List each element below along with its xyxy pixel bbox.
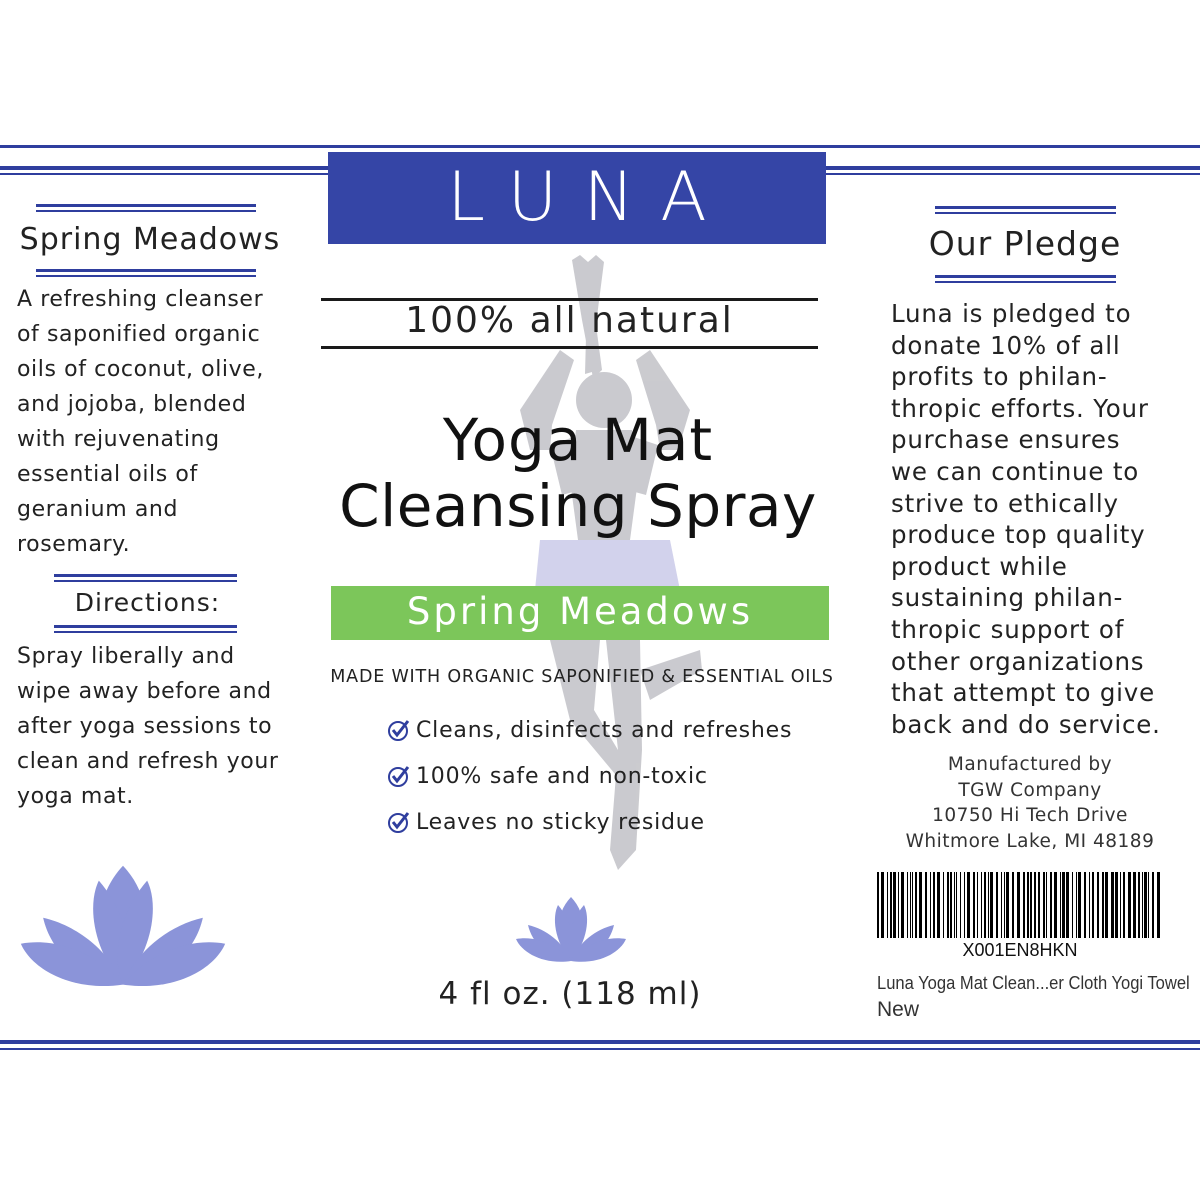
top-border-rule xyxy=(0,145,1200,148)
barcode-bar xyxy=(960,872,961,938)
barcode-bar xyxy=(1120,872,1121,938)
barcode-bar xyxy=(1034,872,1036,938)
barcode-bar xyxy=(954,872,955,938)
barcode-product-caption: Luna Yoga Mat Clean...er Cloth Yogi Towel xyxy=(877,973,1190,993)
description-line: with rejuvenating xyxy=(17,427,220,452)
left-heading-rule-bottom-thin xyxy=(36,275,256,277)
left-heading: Spring Meadows xyxy=(19,222,281,257)
directions-text xyxy=(17,639,317,814)
barcode-bar xyxy=(1054,872,1057,938)
barcode-bar xyxy=(1138,872,1140,938)
barcode-bar xyxy=(893,872,896,938)
feature-text: 100% safe and non-toxic xyxy=(416,763,708,789)
bottom-border-rule xyxy=(0,1040,1200,1044)
barcode-bar xyxy=(1043,872,1045,938)
barcode-bar xyxy=(950,872,952,938)
pledge-line: strive to ethically xyxy=(891,488,1119,518)
feature-item xyxy=(386,717,792,743)
barcode-bar xyxy=(933,872,935,938)
barcode-bar xyxy=(996,872,998,938)
barcode-bar xyxy=(977,872,978,938)
barcode-bar xyxy=(1142,872,1143,938)
right-heading-rule-top-thin xyxy=(935,212,1116,214)
manufacturer-line: TGW Company xyxy=(958,779,1102,801)
barcode-bar xyxy=(1111,872,1114,938)
directions-line: yoga mat. xyxy=(17,784,134,809)
barcode-bar xyxy=(990,872,993,938)
barcode-bar xyxy=(901,872,904,938)
right-heading: Our Pledge xyxy=(928,224,1122,263)
barcode-bar xyxy=(919,872,922,938)
pledge-line: thropic support of xyxy=(891,614,1125,644)
barcode-bar xyxy=(1102,872,1104,938)
top-border-rule-right-thin xyxy=(826,173,1200,175)
directions-rule-top-thin xyxy=(54,580,237,582)
pledge-line: produce top quality xyxy=(891,520,1146,550)
tagline: 100% all natural xyxy=(405,300,734,341)
barcode-bar xyxy=(1017,872,1020,938)
barcode-bar xyxy=(1115,872,1118,938)
barcode-bar xyxy=(1084,872,1086,938)
pledge-line: other organizations xyxy=(891,646,1145,676)
barcode-bar xyxy=(1097,872,1099,938)
feature-text: Cleans, disinfects and refreshes xyxy=(416,717,793,743)
barcode-bar xyxy=(943,872,944,938)
right-heading-rule-top xyxy=(935,206,1116,209)
barcode-bar xyxy=(1148,872,1149,938)
manufacturer-line: Manufactured by xyxy=(947,754,1113,775)
barcode-bar xyxy=(1078,872,1081,938)
directions-heading: Directions: xyxy=(74,588,221,617)
check-circle-icon xyxy=(386,809,412,835)
barcode-bar xyxy=(1076,872,1077,938)
directions-line: Spray liberally and xyxy=(17,644,235,669)
barcode-bar xyxy=(890,872,892,938)
barcode-bar xyxy=(1046,872,1047,938)
left-heading-rule-bottom xyxy=(36,269,256,272)
directions-rule-bottom-thin xyxy=(54,631,237,633)
barcode-bar xyxy=(988,872,989,938)
barcode-bar xyxy=(1012,872,1014,938)
barcode-condition: New xyxy=(877,998,920,1021)
left-heading-rule-top-thin xyxy=(36,210,256,212)
barcode-bar xyxy=(898,872,899,938)
description-line: rosemary. xyxy=(17,532,131,557)
barcode-bar xyxy=(1027,872,1029,938)
description-line: oils of coconut, olive, xyxy=(17,357,264,382)
barcode-bar xyxy=(1050,872,1052,938)
barcode-bar xyxy=(1062,872,1065,938)
barcode-bar xyxy=(973,872,975,938)
barcode-bar xyxy=(1128,872,1131,938)
scent-banner-text: Spring Meadows xyxy=(406,590,754,633)
manufacturer-line: Whitmore Lake, MI 48189 xyxy=(905,830,1155,852)
description-line: geranium and xyxy=(17,497,179,522)
barcode-bar xyxy=(1152,872,1154,938)
made-with-text: MADE WITH ORGANIC SAPONIFIED & ESSENTIAL OILS xyxy=(330,667,834,687)
pledge-text xyxy=(891,298,1196,740)
pledge-line: back and do service. xyxy=(891,709,1161,739)
feature-item xyxy=(386,763,708,789)
top-border-rule-left xyxy=(0,166,328,170)
pledge-line: Luna is pledged to xyxy=(891,299,1132,328)
barcode-graphic xyxy=(877,872,1163,938)
pledge-line: profits to philan- xyxy=(891,362,1108,392)
barcode-bar xyxy=(1060,872,1061,938)
barcode-bar xyxy=(1023,872,1025,938)
barcode-bar xyxy=(1133,872,1136,938)
pledge-line: sustaining philan- xyxy=(891,583,1124,613)
left-description xyxy=(17,282,317,562)
barcode-bar xyxy=(1089,872,1090,938)
pledge-line: thropic efforts. Your xyxy=(891,393,1149,423)
product-title-line1: Yoga Mat xyxy=(442,406,714,474)
check-circle-icon xyxy=(386,717,412,743)
barcode-bar xyxy=(912,872,913,938)
right-heading-rule-bottom-thin xyxy=(935,281,1116,283)
barcode-bar xyxy=(910,872,911,938)
barcode-bar xyxy=(915,872,917,938)
description-line: of saponified organic xyxy=(17,322,261,347)
barcode-bar xyxy=(1123,872,1125,938)
barcode-bar xyxy=(1038,872,1040,938)
barcode-bar xyxy=(1157,872,1160,938)
feature-item xyxy=(386,809,705,835)
top-border-rule-right xyxy=(826,166,1200,170)
barcode-bar xyxy=(877,872,879,938)
top-border-rule-left-thin xyxy=(0,173,328,175)
directions-rule-bottom xyxy=(54,625,237,628)
lotus-icon xyxy=(514,895,628,965)
pledge-line: product while xyxy=(891,551,1068,581)
barcode-bar xyxy=(925,872,927,938)
barcode-bar xyxy=(1006,872,1009,938)
left-heading-rule-top xyxy=(36,204,256,207)
directions-rule-top xyxy=(54,574,237,577)
directions-line: after yoga sessions to xyxy=(17,714,273,739)
barcode-bar xyxy=(1001,872,1002,938)
tagline-rule-bottom xyxy=(321,346,818,349)
barcode-bar xyxy=(984,872,986,938)
barcode-code: X001EN8HKN xyxy=(962,940,1078,960)
barcode-bar xyxy=(1004,872,1005,938)
description-line: and jojoba, blended xyxy=(17,392,247,417)
barcode-bar xyxy=(907,872,908,938)
right-heading-rule-bottom xyxy=(935,275,1116,278)
barcode-bar xyxy=(967,872,970,938)
check-circle-icon xyxy=(386,763,412,789)
description-line: A refreshing cleanser xyxy=(17,287,264,312)
brand-name: LUNA xyxy=(447,158,733,237)
barcode-bar xyxy=(1030,872,1032,938)
barcode-bar xyxy=(964,872,965,938)
barcode-bar xyxy=(947,872,949,938)
barcode-bar xyxy=(1105,872,1108,938)
barcode-bar xyxy=(981,872,982,938)
pledge-line: donate 10% of all xyxy=(891,330,1121,360)
barcode-bar xyxy=(1144,872,1147,938)
description-line: essential oils of xyxy=(17,462,198,487)
barcode-bar xyxy=(887,872,888,938)
barcode-bar xyxy=(1072,872,1073,938)
barcode-bar xyxy=(881,872,884,938)
bottom-border-rule-thin xyxy=(0,1048,1200,1050)
lotus-icon xyxy=(12,862,234,992)
pledge-line: we can continue to xyxy=(891,456,1140,486)
pledge-line: purchase ensures xyxy=(891,425,1121,455)
barcode-bar xyxy=(937,872,940,938)
directions-line: clean and refresh your xyxy=(17,749,279,774)
manufacturer-line: 10750 Hi Tech Drive xyxy=(932,805,1128,826)
directions-line: wipe away before and xyxy=(17,679,272,704)
feature-text: Leaves no sticky residue xyxy=(416,809,705,835)
product-title-line2: Cleansing Spray xyxy=(339,472,817,540)
barcode-bar xyxy=(1066,872,1069,938)
pledge-line: that attempt to give xyxy=(891,678,1155,708)
volume-text: 4 fl oz. (118 ml) xyxy=(438,976,702,1012)
barcode-bar xyxy=(930,872,931,938)
barcode-bar xyxy=(1092,872,1094,938)
manufacturer-info xyxy=(880,752,1180,854)
barcode-bar xyxy=(956,872,957,938)
